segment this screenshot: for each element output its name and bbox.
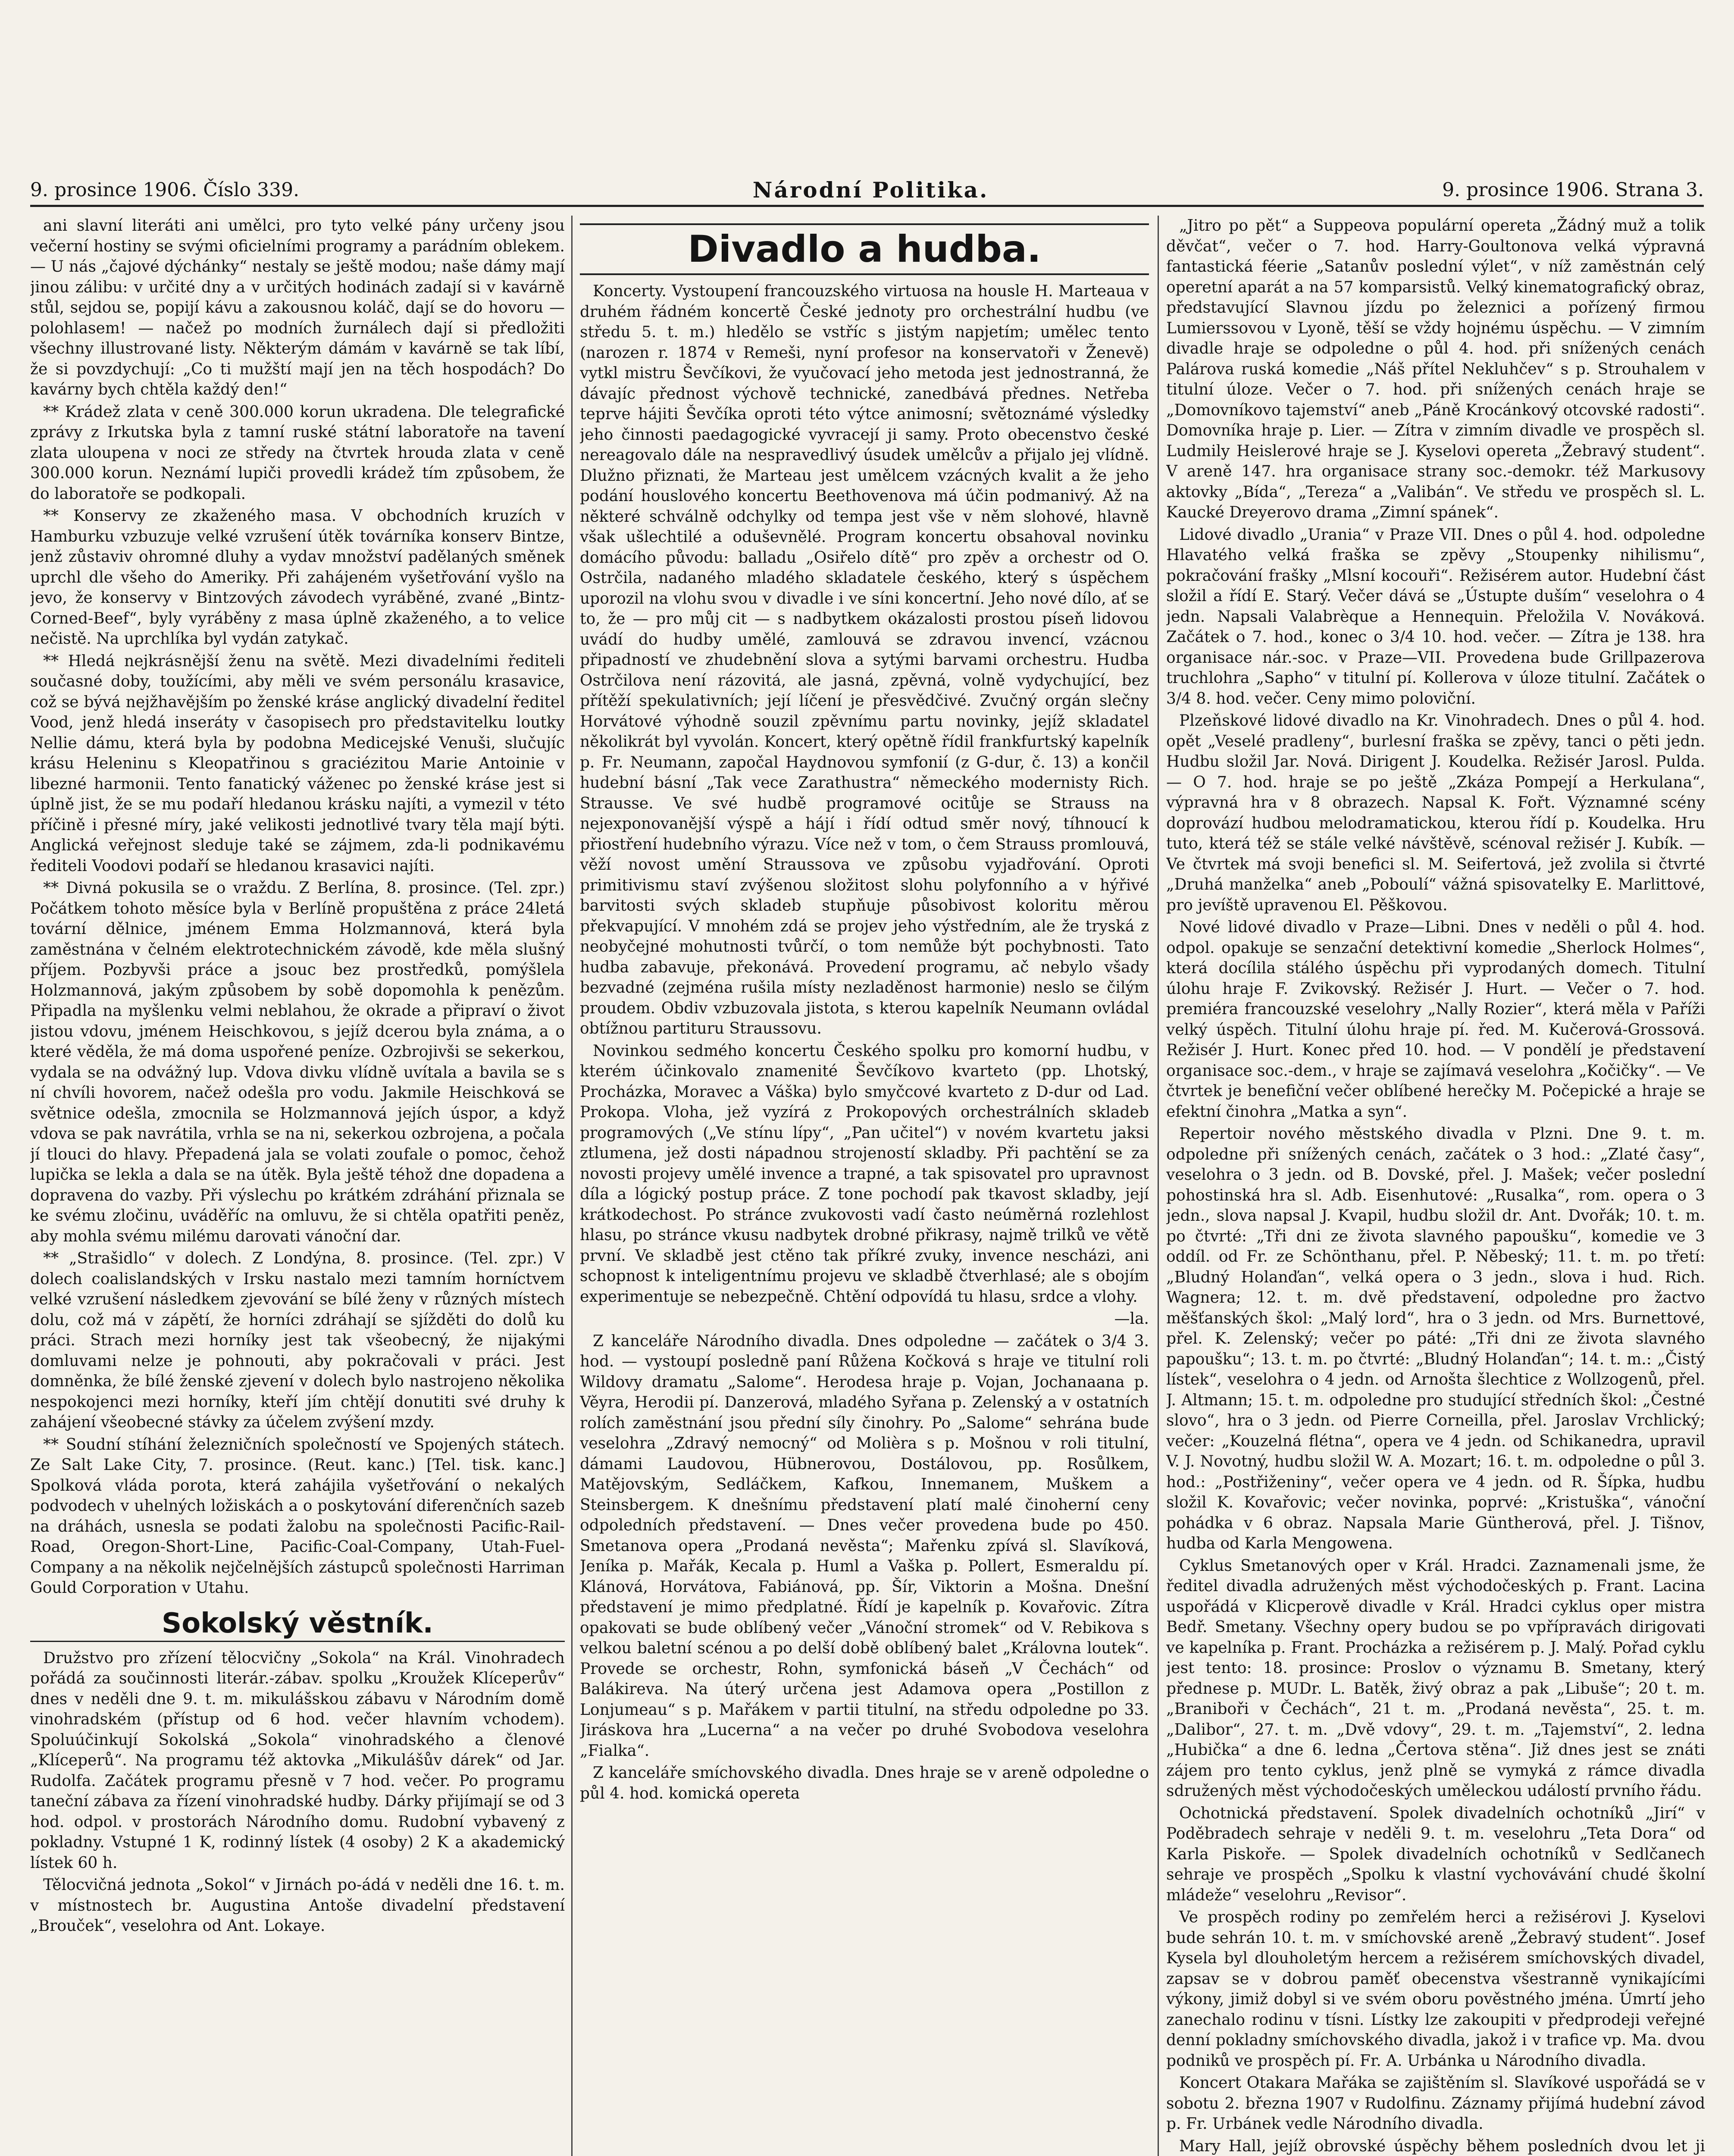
column-rule: [571, 216, 573, 2156]
author-signature: —la.: [1114, 1310, 1149, 1328]
column-3: [1166, 216, 1705, 2156]
paragraph: Tělocvičná jednota „Sokol“ v Jirnách po-ádá v neděli dne 16. t. m. v místnostech br. Augustina Antoše divadelní představení „Brouček“, veselohra od Ant. Lokaye.: [30, 1876, 565, 1935]
issue-date: 9. prosince 1906. Číslo 339.: [30, 179, 300, 201]
paragraph: ** Konservy ze zkaženého masa. V obchodních kruzích v Hamburku vzbuzuje velké vzrušení útěk továrníka konserv Bintze, jenž zůstaviv ohromné dluhy a vydav množství padělaných směnek uprchl dle všeho do Ameriky. Při zahájeném vyšetřování vyšlo na jevo, že konservy v Bintzových závodech vyráběné, zvané „Bintz-Corned-Beef“, byly vyráběny z masa úplně zkaženého, a to velice nečistě. Na uprchlíka byl vydán zatykač.: [30, 507, 565, 648]
paragraph: Plzeňskové lidové divadlo na Kr. Vinohradech. Dnes o půl 4. hod. opět „Veselé pradleny“, burlesní fraška se zpěvy, tanci o pěti jedn. Hudbu složil Jar. Nová. Dirigent J. Koudelka. Režisér Jarosl. Pulda. — O 7. hod. hraje se po ještě „Zkáza Pompejí a Herkulana“, výpravná hra v 8 obrazech. Napsal K. Fořt. Významné scény doprovází hudbou melodramatickou, kterou řídí p. Koudelka. Hru tuto, která též se stále velké návštěvě, scénoval režisér J. Kubík. — Ve čtvrtek má svoji benefici sl. M. Seifertová, jež zvolila si čtvrté „Druhá manželka“ aneb „Poboulí“ vážná spisovatelky E. Marlittové, pro jevíště upravenou El. Pěškovou.: [1166, 712, 1705, 914]
column-rule: [1158, 216, 1159, 2156]
paragraph: ** Divná pokusila se o vraždu. Z Berlína, 8. prosince. (Tel. zpr.) Počátkem tohoto měsíce byla v Berlíně propuštěna z práce 24letá tovární dělnice, jménem Emma Holzmannová, která byla zaměstnána v čelném elektrotechnickém závodě, kde měla slušný příjem. Pozbyvši práce a jsouc bez prostředků, pomýšlela Holzmannová, jakým způsobem by sobě dopomohla k penězům. Připadla na myšlenku velmi neblahou, že okrade a připraví o život jistou vdovu, jménem Heischkovou, s jejíž dcerou byla známa, a o které věděla, že má doma uspořené peníze. Ozbrojivši se sekerkou, vydala se na odvážný lup. Vdova divku vlídně uvítala a bavila se s ní chvíli hovorem, načež odešla pro vodu. Jakmile Heischková se světnice odešla, zmocnila se Holzmannová jejích úspor, a když vdova se pak navrátila, vrhla se na ni, sekerkou ozbrojena, a počala jí tlouci do hlavy. Přepadená jala se volati zoufale o pomoc, čehož lupička se lekla a dala se na útěk. Byla ještě téhož dne dopadena a dopravena do vazby. Při výslechu po krátkém zdráhání přiznala se ke svému zločinu, uváděříc na omluvu, že si chtěla opatřiti peněz, aby mohla svému milému darovati vánoční dar.: [30, 879, 565, 1245]
paragraph: ** Soudní stíhání železničních společností ve Spojených státech. Ze Salt Lake City, 7. prosince. (Reut. kanc.) [Tel. tisk. kanc.] Spolková vláda porota, která zahájila vyšetřování o nekalých podvodech v uhelných ložiskách a o poskytování diferenčních sazeb na dráhách, usnesla se podati žalobu na společnosti Pacific-Rail-Road, Oregon-Short-Line, Pacific-Coal-Company, Utah-Fuel-Company a na několik nejčelnějších zástupců společnosti Harriman Gould Corporation v Utahu.: [30, 1435, 565, 1597]
paragraph: Cyklus Smetanových oper v Král. Hradci. Zaznamenali jsme, že ředitel divadla adružených měst východočeských p. Frant. Lacina uspořádá v Klicperově divadle v Král. Hradci cyklus oper mistra Bedř. Smetany. Všechny opery budou se po vpřípravách dirigovati ve kapelníka p. Frant. Procházka a režisérem p. J. Malý. Pořad cyklu jest tento: 18. prosince: Proslov o významu B. Smetany, který přednese p. MUDr. L. Batěk, živý obraz a pak „Libuše“; 20 t. m. „Braniboři v Čechách“, 21 t. m. „Prodaná nevěsta“, 25. t. m. „Dalibor“, 27. t. m. „Dvě vdovy“, 29. t. m. „Tajemství“, 2. ledna „Hubička“ a dne 6. ledna „Čertova stěna“. Již dnes jest se znáti zájem pro tento cyklus, jenž plně se vymyká z rámce divadla sdružených měst východočeských uměleckou událostí prvního řádu.: [1166, 1557, 1705, 1800]
paragraph: Ochotnická představení. Spolek divadelních ochotníků „Jirí“ v Poděbradech sehraje v neděli 9. t. m. veselohru „Teta Dora“ od Karla Piskoře. — Spolek divadelních ochotníků v Sedlčanech sehraje ve prospěch „Spolku k vlastní vychovávání chudé školní mládeže“ veselohru „Revisor“.: [1166, 1804, 1705, 1904]
paragraph: Ve prospěch rodiny po zemřelém herci a režisérovi J. Kyselovi bude sehrán 10. t. m. v smíchovské areně „Žebravý student“. Josef Kysela byl dlouholetým hercem a režisérem smíchovských divadel, zapsav se v dobrou paměť obecenstva všestranně vynikajícími výkony, jimiž dobyl si ve svém oboru pověstného jména. Úmrtí jeho zanechalo rodinu v tísni. Lístky lze zakoupiti v předprodeji veřejné denní pokladny smíchovského divadla, jakož i v trafice vp. Ma. dvou podniků ve prospěch pí. Fr. A. Urbánka u Národního divadla.: [1166, 1908, 1705, 2070]
paragraph: Z kanceláře smíchovského divadla. Dnes hraje se v areně odpoledne o půl 4. hod. komická opereta: [580, 1764, 1149, 1802]
page-header: [30, 175, 1704, 207]
paragraph: Družstvo pro zřízení tělocvičny „Sokola“ na Král. Vinohradech pořádá za součinnosti literár.-zábav. spolku „Kroužek Klíceperův“ dnes v neděli dne 9. t. m. mikulášskou zábavu v Národním domě vinohradském (přístup od 6 hod. večer hlavním vchodem). Spoluúčinkují Sokolská „Sokola“ vinohradského a členové „Klíceperů“. Na programu též aktovka „Mikulášův dárek“ od Jar. Rudolfa. Začátek programu přesně v 7 hod. večer. Po programu taneční zábava za řízení vinohradské hudby. Dárky přijímají se od 3 hod. odpol. v prostorách Národního domu. Rudobní vybavený z pokladny. Vstupné 1 K, rodinný lístek (4 osoby) 2 K a akademický lístek 60 h.: [30, 1649, 565, 1872]
column-2: [580, 216, 1149, 2156]
section-title-theatre: Divadlo a hudba.: [580, 223, 1149, 275]
paragraph: ** Hledá nejkrásnější ženu na světě. Mezi divadelními řediteli současné doby, toužícími, aby měli ve svém personálu krasavice, což se bývá nejžhavějším po ženské kráse anglický divadelní ředitel Vood, jenž hledá inseráty v časopisech pro představitelku loutky Nellie dámu, která byla by podobna Medicejské Venuši, slučujíc krásu Heleninu s Kleopatřinou s graciézitou Marie Antoinie v libezné harmonii. Tento fanatický váženec po ženské kráse jest si úplně jist, že se mu podaří hledanou krásku najíti, a vymezil v této příčině i přesné míry, jaké velikosti jednotlivé tvary těla mají býti. Anglická veřejnost sleduje také se zájmem, zda-li podnikavému řediteli Voodovi podaří se hledanou krasavici najíti.: [30, 652, 565, 875]
paragraph: Mary Hall, jejíž obrovské úspěchy během posledních dvou let ji: [1179, 2137, 1705, 2155]
paragraph: Koncert Otakara Mařáka se zajištěním sl. Slavíkové uspořádá se v sobotu 2. března 1907 v Rudolfinu. Záznamy přijímá hudební závod p. Fr. Urbánek vedle Národního divadla.: [1166, 2074, 1705, 2133]
page-number: 9. prosince 1906. Strana 3.: [1442, 179, 1704, 201]
paragraph: ** Krádež zlata v ceně 300.000 korun ukradena. Dle telegrafické zprávy z Irkutska byla z tamní ruské státní laboratoře na tavení zlata uloupena v noci ze středy na čtvrtek hrouda zlata v ceně 300.000 korun. Neznámí lupiči provedli krádež tím způsobem, že do laboratoře se podkopali.: [30, 403, 565, 503]
paper-name: Národní Politika.: [752, 177, 989, 203]
paragraph: „Jitro po pět“ a Suppeova populární opereta „Žádný muž a tolik děvčat“, večer o 7. hod. Harry-Goultonova velká výpravná fantastická féerie „Satanův poslední výlet“, v níž zaměstnán celý operetní aparát a na 57 komparsistů. Velký kinematografický obraz, představující Slavnou jízdu po železnici a pořízený firmou Lumierssovou v Lyoně, těší se vždy hojnému úspěchu. — V zimním divadle hraje se odpoledne o půl 4. hod. při snížených cenách Palárova ruská komedie „Náš přítel Nekluhčev“ s p. Strouhalem v titulní úloze. Večer o 7. hod. při snížených cenách hraje se „Domovníkovo tajemství“ aneb „Páně Krocánkový otcovské radosti“. Domovníka hraje p. Lier. — Zítra v zimním divadle ve prospěch sl. Ludmily Heislerové hraje se J. Kyselovi opereta „Žebravý student“. V areně 147. hra organisace strany soc.-demokr. též Markusovy aktovky „Bída“, „Tereza“ a „Valibán“. Ve středu ve prospěch sl. L. Kaucké Dreyerovo drama „Zimní spánek“.: [1166, 217, 1705, 521]
paragraph: Koncerty. Vystoupení francouzského virtuosa na housle H. Marteaua v druhém řádném koncertě České jednoty pro orchestrální hudbu (ve středu 5. t. m.) hledělo se vstříc s jistým napjetím; umělec tento (narozen r. 1874 v Remeši, nyní profesor na konservatoři v Ženevě) vytkl mistru Ševčíkovi, že vyučovací jeho metoda jest jednostranná, že dávajíc přednost výchově technické, zanedbává přednes. Netřeba teprve hájiti Ševčíka oproti této výtce animosní; světoznámé výsledky jeho činnosti paedagogické vyvracejí ji samy. Proto obecenstvo české nereagovalo dále na nespravedlivý úsudek umělcův a přijalo jej vlídně. Dlužno přiznati, že Marteau jest umělcem vzácných kvalit a že jeho podání houslového koncertu Beethovenova má účin podmanivý. Až na některé schválně odchylky od tempa jest vše v něm slohové, hlavně však ušlechtilé a oduševnělé. Program koncertu obsahoval novinku domácího původu: balladu „Osiřelo dítě“ pro zpěv a orchestr od O. Ostrčila, nadaného mladého skladatele českého, který s úspěchem uporozil na vlohu svou v divadle i ve síni koncertní. Jeho nové dílo, ať se to, že — pro můj cit — s nadbytkem okázalosti prostou píseň lidovou uvádí do hudby umělé, zamlouvá se zdravou invencí, vzácnou připadností ve zhudebnění slova a sytými barvami orchestru. Hudba Ostrčilova není rázovitá, ale jasná, zpěvná, volně vydychující, bez přítěží spekulativních; její líčení je přesvědčivé. Zvučný orgán slečny Horvátové výhodně souzil zpěvnímu partu novinky, jejíž skladatel několikrát byl vyvolán. Koncert, který opětně řídil frankfurtský kapelník p. Fr. Neumann, započal Haydnovou symfonií (z G-dur, č. 13) a končil hudební básní „Tak vece Zarathustra“ německého modernisty Rich. Strausse. Ve své hudbě programové ocitůje se Strauss na nejexponovanější výspě a hájí i řídí odtud směr nový, tíhnoucí k přiostření hudebního výrazu. Více než v tom, o čem Strauss promlouvá, věží novost umění Straussova ve způsobu vyjadřování. Oproti primitivismu staví zvýšenou složitost slohu polyfonního a v hýřivé barvitosti svých skladeb stupňuje působivost koloritu měrou překvapující. V mnohém zdá se projev jeho výstředním, ale že tryská z neobyčejné mohutnosti tvůrčí, o tom nemůže být pochybnosti. Tato hudba zabavuje, překonává. Provedení programu, ač nebylo všady bezvadné (zejména rušila místy nezladěnost harmonie) neslo se čilým proudem. Obdiv vzbuzovala jistota, s kterou kapelník Neumann ovládal obtížnou partituru Straussovu.: [580, 282, 1149, 1037]
column-1: [30, 216, 565, 2156]
paragraph: Nové lidové divadlo v Praze—Libni. Dnes v neděli o půl 4. hod. odpol. opakuje se senzační detektivní komedie „Sherlock Holmes“, která docílila stálého úspěchu při vyprodaných domech. Titulní úlohu hraje F. Zvikovský. Režisér J. Hurt. — Večer o 7. hod. premiéra francouzské veselohry „Nally Rozier“, která měla v Paříži velký úspěch. Titulní úlohu hraje pí. řed. M. Kučerová-Grossová. Režisér J. Hurt. Konec před 10. hod. — V pondělí je představení organisace soc.-dem., v hraje se zajímavá veselohra „Kočičky“. — Ve čtvrtek je benefiční večer oblíbené herečky M. Počepické a hraje se efektní činohra „Matka a syn“.: [1166, 918, 1705, 1121]
section-title-sokol: Sokolský věstník.: [30, 1606, 565, 1642]
paragraph: Repertoir nového městského divadla v Plzni. Dne 9. t. m. odpoledne při snížených cenách, začátek o 3 hod.: „Zlaté časy“, veselohra o 3 jedn. od B. Dovské, přel. J. Mašek; večer poslední pohostinská hra sl. Adb. Eisenhutové: „Rusalka“, rom. opera o 3 jedn., slova napsal J. Kvapil, hudbu složil dr. Ant. Dvořák; 10. t. m. po čtvrté: „Tři dni ze života slavného papoušku“, komedie ve 3 oddíl. od Fr. ze Schönthanu, přel. P. Něbeský; 11. t. m. po třetí: „Bludný Holanďan“, velká opera o 3 jedn., slova i hud. Rich. Wagnera; 12. t. m. dvě představení, odpoledne pro žactvo měšťanských škol: „Malý lord“, hra o 3 jedn. od Mrs. Burnettové, přel. K. Zelenský; večer po páté: „Tři dni ze života slavného papoušku“; 13. t. m. po čtvrté: „Bludný Holanďan“; 14. t. m.: „Čistý lístek“, veselohra o 4 jedn. od Arnošta šlechtice z Wollzogenů, přel. J. Altmann; 15. t. m. odpoledne pro studující středních škol: „Čestné slovo“, hra o 3 jedn. od Pierre Corneilla, přel. Jaroslav Vrchlický; večer: „Kouzelná flétna“, opera ve 4 jedn. od Schikanedra, upravil V. J. Novotný, hudbu složil W. A. Mozart; 16. t. m. odpoledne o půl 3. hod.: „Postřiženiny“, večer opera ve 4 jedn. od R. Šípka, hudbu složil K. Kovařovic; večer novinka, poprvé: „Kristuška“, vánoční pohádka v 6 obraz. Napsala Marie Güntherová, přel. J. Tišnov, hudba od Karla Mengowena.: [1166, 1125, 1705, 1552]
paragraph: Novinkou sedmého koncertu Českého spolku pro komorní hudbu, v kterém účinkovalo znamenité Ševčíkovo kvarteto (pp. Lhotský, Procházka, Moravec a Váška) bylo smyčcové kvarteto z D-dur od Lad. Prokopa. Vloha, jež vyzírá z Prokopových orchestrálních skladeb programových („Ve stínu lípy“, „Pan učitel“) v novém kvartetu jaksi ztlumena, jež dosti nápadnou strojeností skladby. Při pachtění se za novosti projevy umělé invence a trapné, a tak spisovatel pro upravnost díla a lógický postup práce. Z tone pochodí pak tkavost skladby, její krátkodechost. Po stránce zvukovosti vadí často neúměrná rozlehlost hlasu, po stránce vkusu nadbytek drobné přikrasy, najmě trilků ve větě první. Ve skladbě jest ctěno tak příkré zvuky, invence nescházi, ani schopnost k inteligentnímu projevu ve skladbě čtverhlasé; ale s obojím experimentuje se nebezpečně. Chtění odpovídá tu hlasu, srdce a vlohy.: [580, 1042, 1149, 1306]
paragraph: ani slavní literáti ani umělci, pro tyto velké pány určeny jsou večerní hostiny se svými oficielními programy a parádním oblekem. — U nás „čajové dýchánky“ nestaly se ještě modou; naše dámy mají jinou zálibu: v určité dny a v určitých hodinách zadají si v kavárně stůl, sejdou se, popijí kávu a zakousnou koláč, dají se do hovoru — polohlasem! — načež po modních žurnálech dají si předložiti všechny illustrované listy. Některým dámám v kavárně se tak líbí, že si povzdychují: „Co ti mužští mají jen na těch hospodách? Do kavárny bych chtěla každý den!“: [30, 217, 565, 398]
paragraph: ** „Strašidlo“ v dolech. Z Londýna, 8. prosince. (Tel. zpr.) V dolech coalislandských v Irsku nastalo mezi tamním horníctvem velké vzrušení následkem zjevování se bílé ženy v různých místech dolu, což má v zápětí, že horníci zdráhají se sjížděti do dolů ku práci. Strach mezi horníky jest tak všeobecný, že nijakými domluvami nelze je pohnouti, aby pokračovali v práci. Jest domněnka, že bílé ženské zjevení v dolech bylo nastrojeno několika nespokojenci mezi horníky, kteří jím chtějí donutiti své druhy k zahájení všeobecné stávky za účelem zvýšení mzdy.: [30, 1250, 565, 1431]
paragraph: Z kanceláře Národního divadla. Dnes odpoledne — začátek o 3/4 3. hod. — vystoupí posledně paní Růžena Kočková s hraje ve titulní roli Wildovy dramatu „Salome“. Herodesa hraje p. Vojan, Jochanaana p. Věyra, Herodii pí. Danzerová, mladého Syřana p. Zelenský a v ostatních rolích zaměstnání jsou přední síly činohry. Po „Salome“ sehrána bude veselohra „Zdravý nemocný“ od Molièra s p. Mošnou v roli titulní, dámami Laudovou, Hübnerovou, Dostálovou, pp. Rosůlkem, Matějovským, Sedláčkem, Kafkou, Innemanem, Muškem a Steinsbergem. K dnešnímu představení platí malé činoherní ceny odpoledních představení. — Dnes večer provedena bude po 450. Smetanova opera „Prodaná nevěsta“; Mařenku zpívá sl. Slavíková, Jeníka p. Mařák, Kecala p. Huml a Vaška p. Pollert, Esmeraldu pí. Klánová, Horvátova, Fabiánová, pp. Šír, Viktorin a Mošna. Dnešní představení je mimo předplatné. Řídí je kapelník p. Kovařovic. Zítra opakovati se bude oblíbený večer „Vánoční stromek“ od V. Rebikova s velkou baletní scénou a po delší době oblíbený balet „Královna loutek“. Provede se orchestr, Rohn, symfonická báseň „V Čechách“ od Balákireva. Na úterý určena jest Adamova opera „Postillon z Lonjumeau“ s p. Mařákem v partii titulní, na středu odpoledne po 33. Jiráskova hra „Lucerna“ a na večer po druhé Svobodova veselohra „Fialka“.: [580, 1332, 1149, 1760]
paragraph: Lidové divadlo „Urania“ v Praze VII. Dnes o půl 4. hod. odpoledne Hlavatého velká fraška se zpěvy „Stoupenky nihilismu“, pokračování frašky „Mlsní kocouři“. Režisérem autor. Hudební část složil a řídí E. Starý. Večer dává se „Ústupte duším“ veselohra o 4 jedn. Napsali Valabrèque a Hennequin. Přeložila V. Nováková. Začátek o 7. hod., konec o 3/4 10. hod. večer. — Zítra je 138. hra organisace nár.-soc. v Praze—VII. Provedena bude Grillpazerova truchlohra „Sapho“ v titulní pí. Kollerova v úloze titulní. Začátek o 3/4 8. hod. večer. Ceny mimo poloviční.: [1166, 526, 1705, 708]
